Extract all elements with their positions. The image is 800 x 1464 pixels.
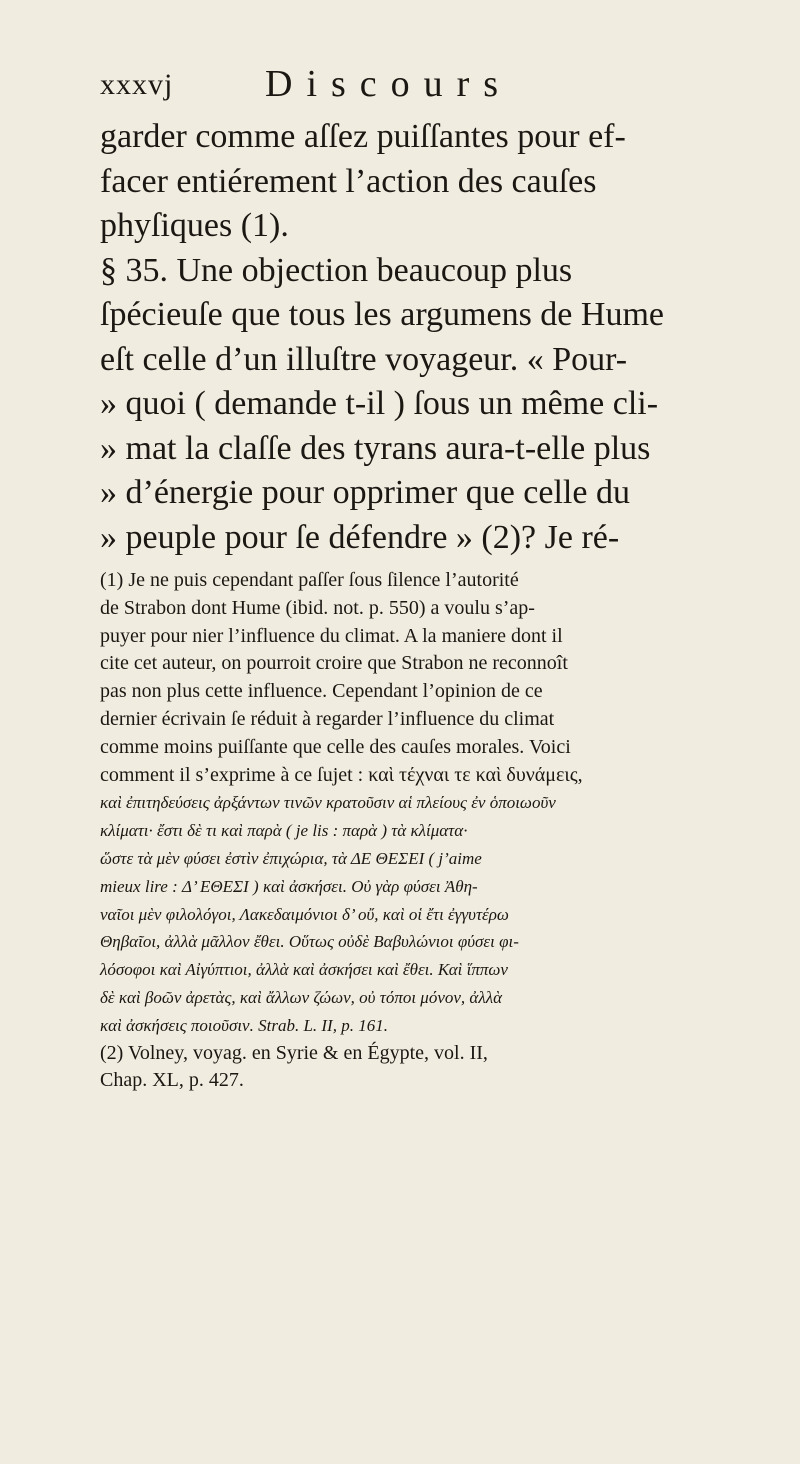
main-text: [100, 115, 740, 560]
page-header: [100, 62, 740, 105]
text-line: facer entiérement l’action des cauſes: [100, 162, 597, 200]
greek-quote-line: ὥστε τὰ μὲν φύσει ἐστὶν ἐπιχώρια, τὰ ΔΕ ΘΕΣΕΙ ( j’aime: [100, 848, 482, 868]
running-title: Discours: [265, 63, 513, 105]
text-line: garder comme aſſez puiſſantes pour ef-: [100, 118, 626, 155]
greek-quote-line: καὶ ἀσκήσεις ποιοῦσιν. Strab. L. II, p. 161.: [100, 1015, 388, 1035]
footnote-line: comment il s’exprime à ce ſujet : καὶ τέχναι τε καὶ δυνάμεις,: [100, 763, 583, 786]
text-line: » peuple pour ſe défendre » (2)? Je ré-: [100, 518, 620, 556]
text-line: » mat la claſſe des tyrans aura-t-elle plus: [100, 429, 651, 467]
footnote-line: Chap. XL, p. 427.: [100, 1069, 244, 1092]
greek-quote-line: κλίματι· ἔστι δὲ τι καὶ παρὰ ( je lis : παρὰ ) τὰ κλίματα·: [100, 821, 468, 841]
footnote-line: (2) Volney, voyag. en Syrie & en Égypte, vol. II,: [100, 1041, 488, 1064]
greek-quote-line: Θηβαῖοι, ἀλλὰ μᾶλλον ἔθει. Οὕτως οὐδὲ Βαβυλώνιοι φύσει φι-: [100, 932, 519, 952]
greek-quote-line: καὶ ἐπιτηδεύσεις ἀρξάντων τινῶν κρατοῦσιν αἱ πλείους ἐν ὁποιωοῦν: [100, 793, 556, 813]
greek-quote-line: δὲ καὶ βοῶν ἀρετὰς, καὶ ἄλλων ζώων, οὐ τόποι μόνον, ἀλλὰ: [100, 987, 503, 1007]
footnote-line: pas non plus cette influence. Cependant l’opinion de ce: [100, 680, 543, 703]
greek-quote-line: mieux lire : Δ’ ΕΘΕΣΙ ) καὶ ἀσκήσει. Οὐ γὰρ φύσει Ἀθη-: [100, 876, 478, 896]
footnote-line: comme moins puiſſante que celle des cauſes morales. Voici: [100, 735, 571, 758]
greek-quote-line: λόσοφοι καὶ Αἰγύπτιοι, ἀλλὰ καὶ ἀσκήσει καὶ ἔθει. Καὶ ἵππων: [100, 960, 508, 980]
footnote-line: de Strabon dont Hume (ibid. not. p. 550) a voulu s’ap-: [100, 596, 535, 619]
footnote-line: cite cet auteur, on pourroit croire que Strabon ne reconnoît: [100, 652, 568, 675]
text-line: » quoi ( demande t-il ) ſous un même cli-: [100, 385, 659, 422]
footnote-line: puyer pour nier l’influence du climat. A la maniere dont il: [100, 624, 563, 647]
footnote-line: dernier écrivain ſe réduit à regarder l’influence du climat: [100, 707, 555, 730]
page-number: xxxvj: [100, 68, 174, 101]
footnote-line: (1) Je ne puis cependant paſſer ſous ſilence l’autorité: [100, 569, 519, 591]
greek-quote-line: ναῖοι μὲν φιλολόγοι, Λακεδαιμόνιοι δ’ οὔ, καὶ οἱ ἔτι ἐγγυτέρω: [100, 904, 509, 924]
text-line: § 35. Une objection beaucoup plus: [100, 251, 573, 289]
text-line: eſt celle d’un illuſtre voyageur. « Pour-: [100, 340, 628, 378]
text-line: » d’énergie pour opprimer que celle du: [100, 474, 630, 511]
text-line: ſpécieuſe que tous les argumens de Hume: [100, 296, 664, 333]
footnotes: [100, 567, 740, 1095]
text-line: phyſiques (1).: [100, 207, 289, 244]
